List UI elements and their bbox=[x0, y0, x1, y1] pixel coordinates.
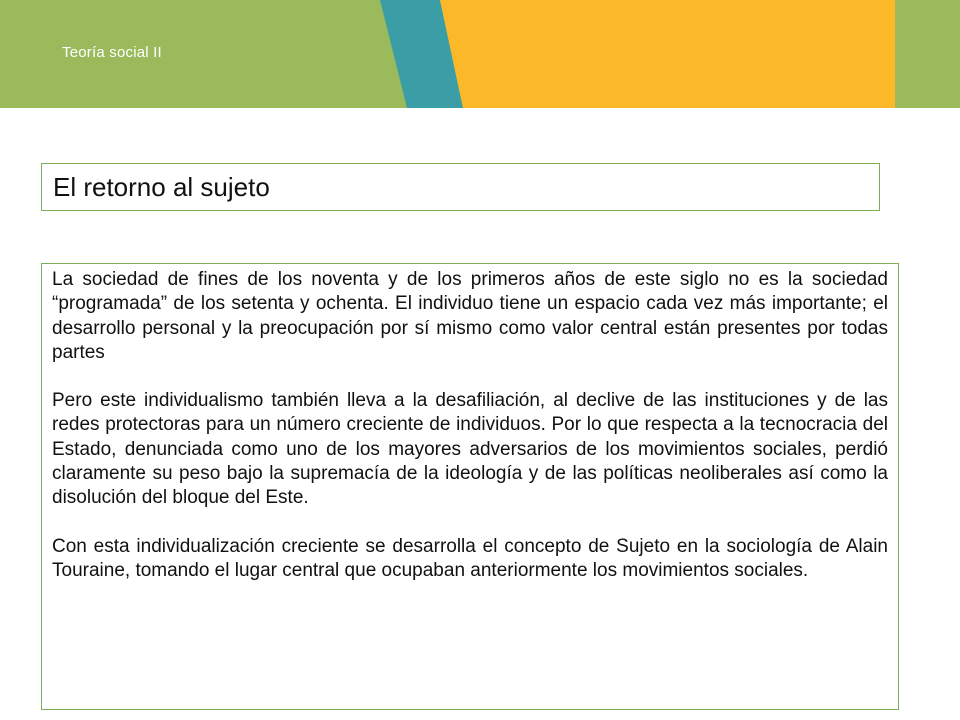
slide-body-box bbox=[41, 263, 899, 710]
header-title: Teoría social II bbox=[62, 44, 162, 61]
paragraph-2: Pero este individualismo también lleva a la desafiliación, al declive de las instituciones y de las redes protectoras para un número creciente de individuos. Por lo que respecta a la tecnocracia del Estado, denunciada como uno de los mayores adversarios de los movimientos sociales, perdió claramente su peso bajo la supremacía de la ideología y de las políticas neoliberales así como la disolución del bloque del Este. bbox=[52, 390, 888, 509]
slide-title: El retorno al sujeto bbox=[53, 172, 270, 202]
slide-title-box bbox=[41, 163, 880, 211]
header-banner bbox=[0, 0, 960, 108]
paragraph-1: La sociedad de fines de los noventa y de los primeros años de este siglo no es la sociedad “programada” de los setenta y ochenta. El individuo tiene un espacio cada vez más importante; el desarrollo personal y la preocupación por sí mismo como valor central están presentes por todas partes bbox=[52, 269, 888, 363]
yellow-band bbox=[440, 0, 895, 108]
paragraph-3: Con esta individualización creciente se desarrolla el concepto de Sujeto en la sociología de Alain Touraine, tomando el lugar central que ocupaban anteriormente los movimientos sociales. bbox=[52, 535, 888, 581]
